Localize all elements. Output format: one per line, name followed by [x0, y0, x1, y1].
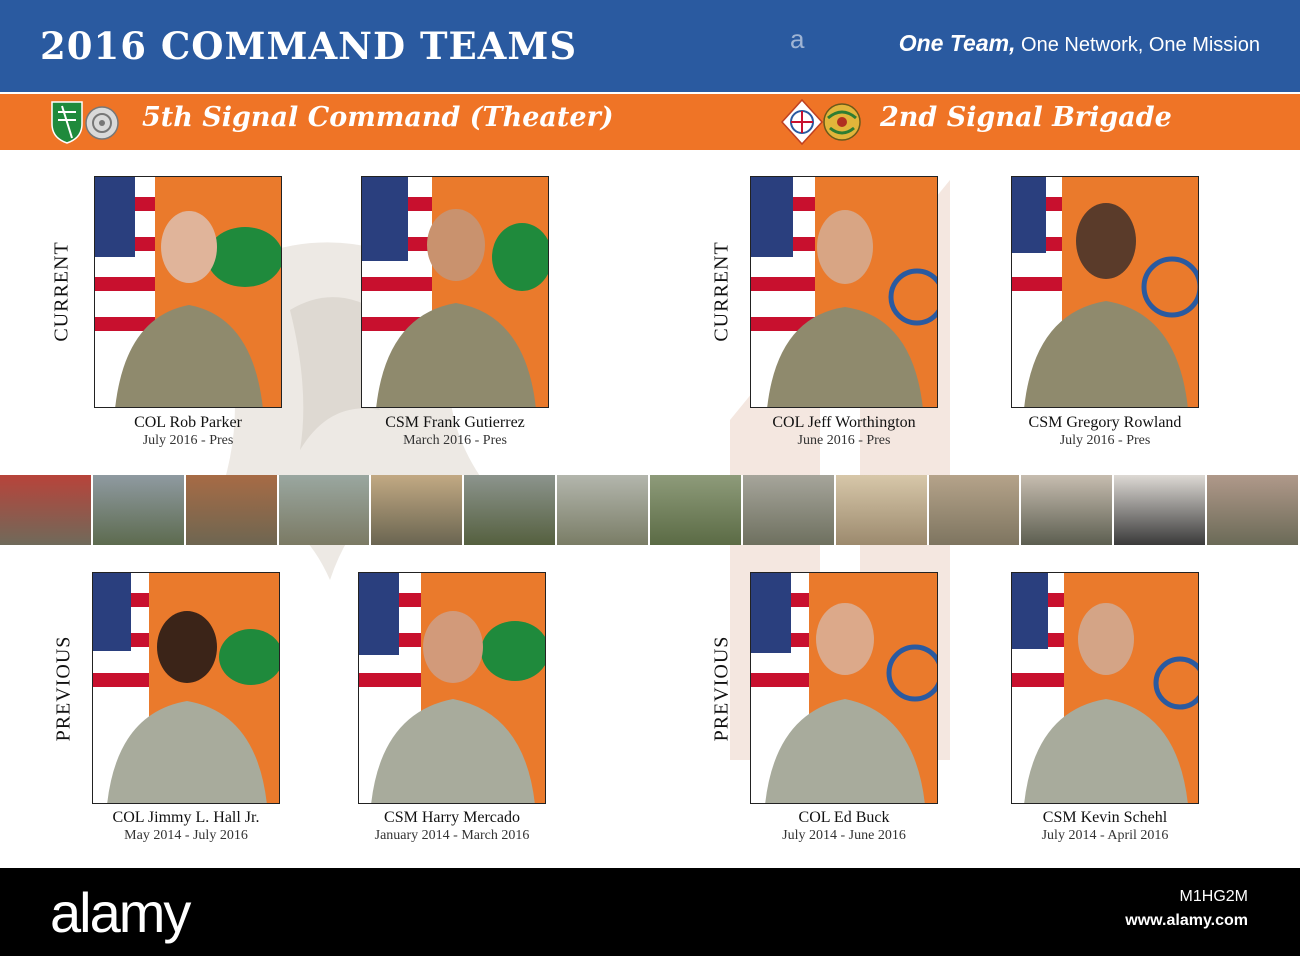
caption-col-ed-buck — [724, 809, 964, 844]
motto — [899, 30, 1260, 57]
caption-csm-kevin-schehl — [985, 809, 1225, 844]
portrait-csm-frank-gutierrez — [361, 176, 549, 408]
caption-col-rob-parker — [68, 414, 308, 449]
portrait-col-rob-parker — [94, 176, 282, 408]
strip-photo — [371, 475, 464, 545]
strip-photo — [1114, 475, 1207, 545]
strip-photo — [929, 475, 1022, 545]
alamy-logo: alamy — [50, 881, 190, 944]
leader-dates: June 2016 - Pres — [797, 433, 891, 448]
portrait-csm-gregory-rowland — [1011, 176, 1199, 408]
leader-dates: July 2016 - Pres — [1059, 433, 1151, 448]
row-label-previous-left: PREVIOUS — [52, 635, 75, 742]
leader-dates: July 2014 - April 2016 — [1041, 828, 1169, 843]
portrait-col-jeff-worthington — [750, 176, 938, 408]
strip-photo — [743, 475, 836, 545]
row-label-current-right: CURRENT — [710, 241, 733, 342]
leader-dates: May 2014 - July 2016 — [124, 828, 248, 843]
caption-col-jeff-worthington — [724, 414, 964, 449]
portrait-csm-kevin-schehl — [1011, 572, 1199, 804]
leader-name: COL Jimmy L. Hall Jr. — [112, 809, 260, 826]
row-label-previous-right: PREVIOUS — [710, 635, 733, 742]
portrait-col-ed-buck — [750, 572, 938, 804]
unit-name-right: 2nd Signal Brigade — [880, 102, 1172, 133]
strip-photo — [650, 475, 743, 545]
strip-photo — [1207, 475, 1300, 545]
leader-dates: January 2014 - March 2016 — [374, 828, 530, 843]
leader-name: COL Jeff Worthington — [772, 414, 916, 431]
motto-emphasis: One Team, — [898, 30, 1016, 56]
leader-name: COL Rob Parker — [134, 414, 242, 431]
ceremony-photo-strip — [0, 475, 1300, 545]
leader-name: CSM Harry Mercado — [384, 809, 520, 826]
unit-name-left: 5th Signal Command (Theater) — [142, 102, 614, 133]
caption-csm-harry-mercado — [332, 809, 572, 844]
footer-bar — [0, 868, 1300, 956]
page-title: 2016 COMMAND TEAMS — [40, 24, 578, 68]
strip-photo — [836, 475, 929, 545]
leader-dates: July 2016 - Pres — [142, 433, 234, 448]
footer-url[interactable]: www.alamy.com — [1125, 912, 1248, 929]
caption-csm-frank-gutierrez — [335, 414, 575, 449]
leader-name: CSM Kevin Schehl — [1042, 809, 1168, 826]
row-label-current-left: CURRENT — [50, 241, 73, 342]
strip-photo — [0, 475, 93, 545]
strip-photo — [93, 475, 186, 545]
portrait-csm-harry-mercado — [358, 572, 546, 804]
strip-photo — [464, 475, 557, 545]
5th-signal-command-insignia-icon — [48, 98, 120, 144]
motto-rest: One Network, One Mission — [1015, 34, 1260, 56]
caption-csm-gregory-rowland — [985, 414, 1225, 449]
watermark-mark: a — [790, 24, 805, 54]
header-bar — [0, 0, 1300, 92]
leader-dates: July 2014 - June 2016 — [782, 828, 906, 843]
strip-photo — [279, 475, 372, 545]
caption-col-jimmy-l-hall-jr — [66, 809, 306, 844]
leader-name: COL Ed Buck — [798, 809, 890, 826]
2nd-signal-brigade-insignia-icon — [780, 98, 864, 146]
unit-banner — [0, 92, 1300, 150]
image-code: M1HG2M — [1179, 888, 1248, 905]
leader-dates: March 2016 - Pres — [403, 433, 507, 448]
strip-photo — [557, 475, 650, 545]
strip-photo — [1021, 475, 1114, 545]
leader-name: CSM Gregory Rowland — [1028, 414, 1182, 431]
portrait-col-jimmy-l-hall-jr — [92, 572, 280, 804]
strip-photo — [186, 475, 279, 545]
leader-name: CSM Frank Gutierrez — [385, 414, 525, 431]
